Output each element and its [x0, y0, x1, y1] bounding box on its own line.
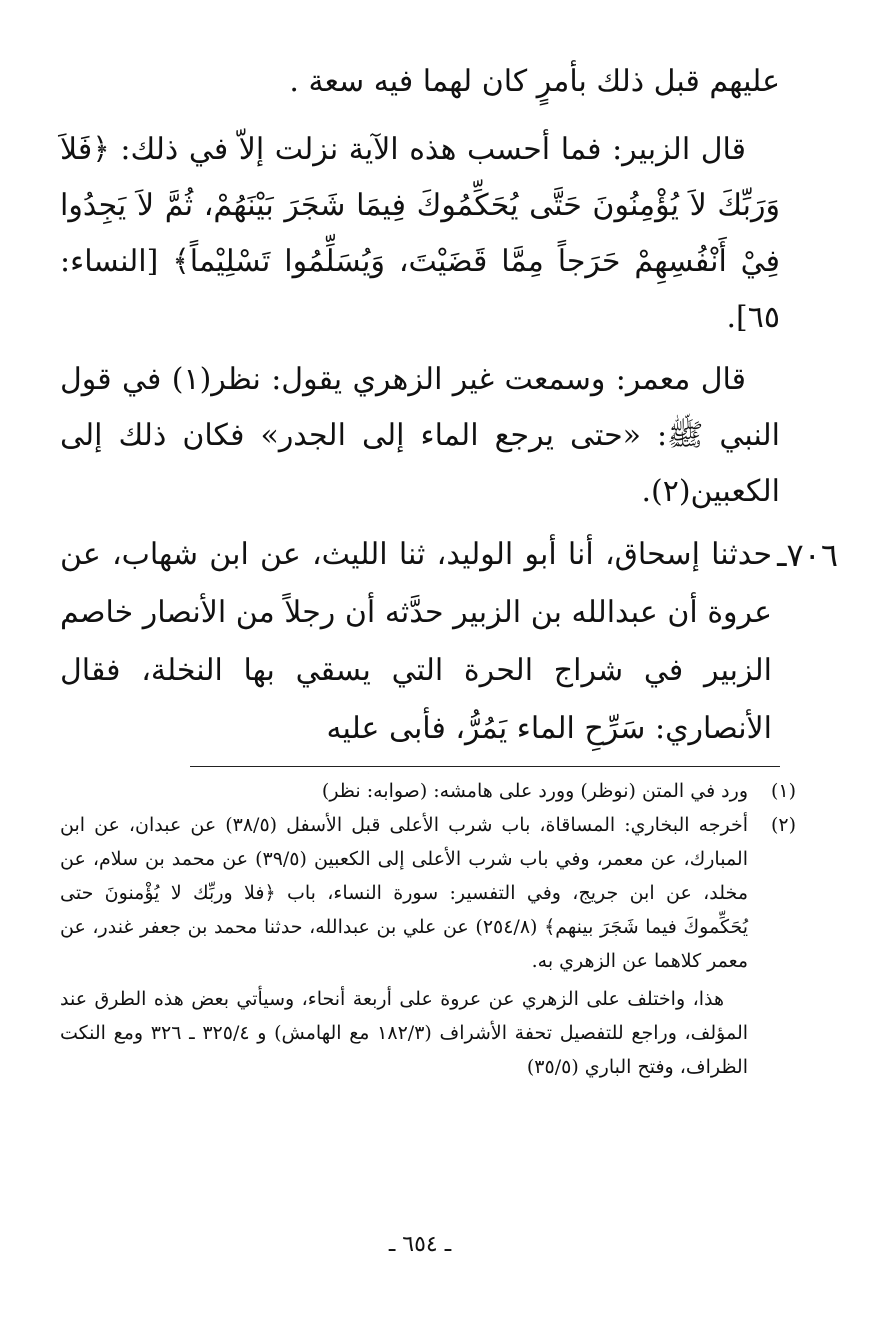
- footnote-text: ورد في المتن (نوظر) وورد على هامشه: (صوابه: نظر): [321, 780, 748, 802]
- footnote-number: (١): [770, 780, 796, 802]
- document-page: [60, 0, 838, 1327]
- hadith-text: حدثنا إسحاق، أنا أبو الوليد، ثنا الليث، عن ابن شهاب، عن عروة أن عبدالله بن الزبير حدَّثه أن رجلاً من الأنصار خاصم الزبير في شراج الحرة التي يسقي بها النخلة، فقال الأنصاري: سَرِّحِ الماء يَمُرُّ، فأبى عليه: [60, 537, 772, 746]
- paragraph-mamar: قال معمر: وسمعت غير الزهري يقول: نظر(١) في قول النبي ﷺ: «حتى يرجع الماء إلى الجدر» فكان ذلك إلى الكعبين(٢).: [60, 362, 780, 509]
- footnote-divider: [190, 766, 780, 767]
- hadith-706: [60, 526, 838, 758]
- hadith-number: ٧٠٦ـ: [777, 536, 838, 574]
- footnotes: [60, 774, 796, 1084]
- text-line-top: عليهم قبل ذلك بأمرٍ كان لهما فيه سعة .: [289, 64, 780, 99]
- footnote-number: (٢): [770, 814, 796, 836]
- footnote-note: هذا، واختلف على الزهري عن عروة على أربعة أنحاء، وسيأتي بعض هذه الطرق عند المؤلف، وراجع للتفصيل تحفة الأشراف (١٨٢/٣ مع الهامش) و ٣٢٥/٤ ـ ٣٢٦ ومع النكت الظراف، وفتح الباري (٣٥/٥): [60, 988, 749, 1078]
- paragraph-zubair: قال الزبير: فما أحسب هذه الآية نزلت إلاّ في ذلك: ﴿فَلاَ وَرَبِّكَ لاَ يُؤْمِنُونَ حَتَّى يُحَكِّمُوكَ فِيمَا شَجَرَ بَيْنَهُمْ، ثُمَّ لاَ يَجِدُوا فِيْ أَنْفُسِهِمْ حَرَجاً مِمَّا قَضَيْتَ، وَيُسَلِّمُوا تَسْلِيْماً﴾ [النساء: ٦٥].: [60, 132, 780, 335]
- footnote-text: أخرجه البخاري: المساقاة، باب شرب الأعلى قبل الأسفل (٣٨/٥) عن عبدان، عن ابن المبارك، عن معمر، وفي باب شرب الأعلى إلى الكعبين (٣٩/٥) عن محمد بن سلام، عن مخلد، عن ابن جريج، وفي التفسير: سورة النساء، باب ﴿فلا وربِّك لا يُؤْمنونَ حتى يُحَكِّموكَ فيما شَجَرَ بينهم﴾ (٢٥٤/٨) عن علي بن عبدالله، حدثنا محمد بن جعفر غندر، عن معمر كلاهما عن الزهري به.: [60, 814, 749, 972]
- footnote-1: [60, 774, 796, 808]
- page-number: ـ ٦٥٤ ـ: [388, 1232, 452, 1257]
- footnote-2: [60, 808, 796, 978]
